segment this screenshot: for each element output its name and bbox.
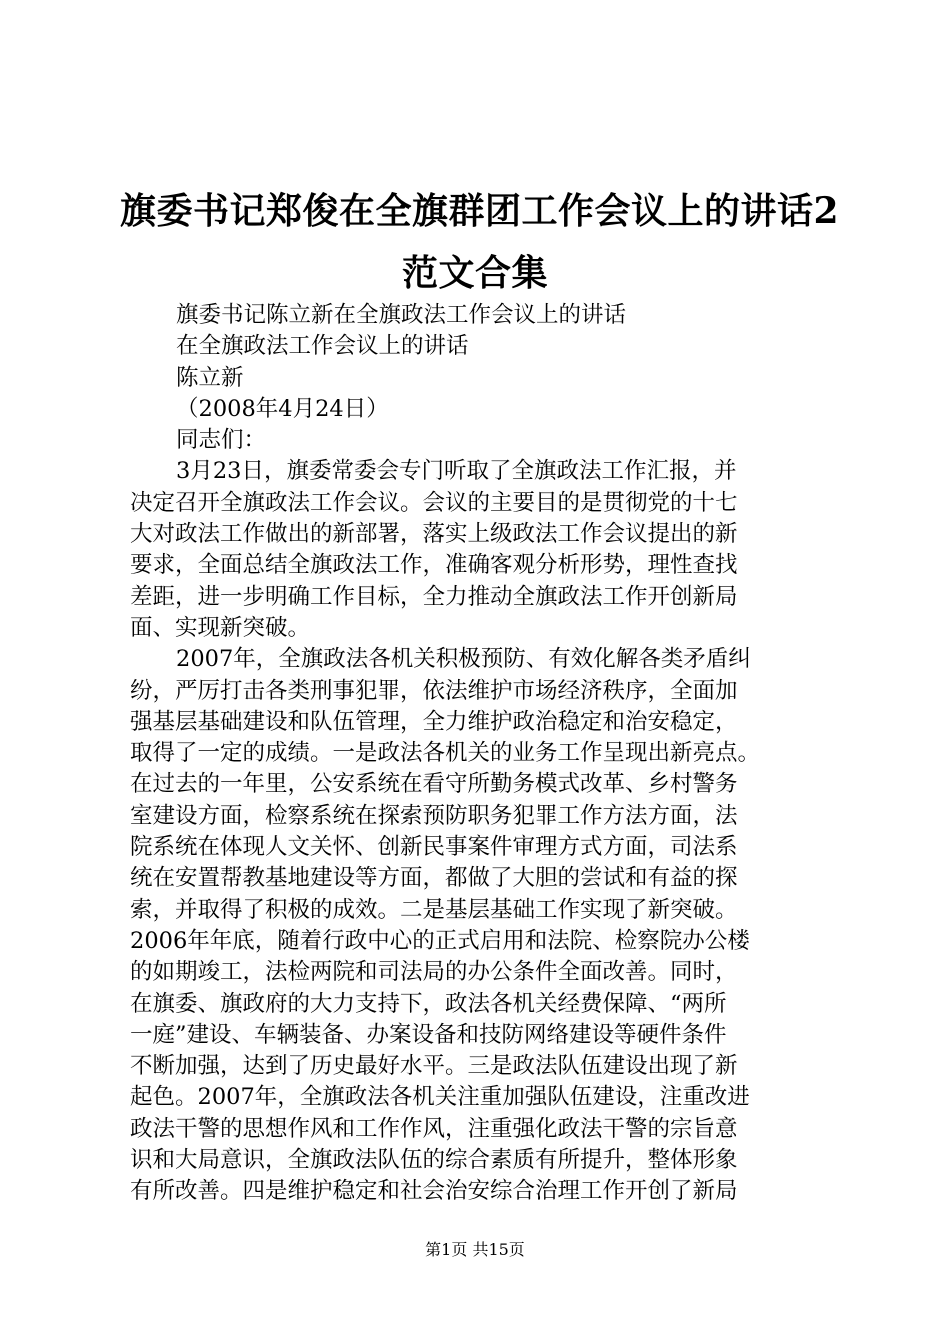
body-line: 旗委书记陈立新在全旗政法工作会议上的讲话 (176, 302, 627, 328)
body-line: 2006年年底，随着行政中心的正式启用和法院、检察院办公楼 (130, 927, 750, 954)
body-line: 识和大局意识，全旗政法队伍的综合素质有所提升，整体形象 (130, 1147, 738, 1174)
body-line: 纷，严厉打击各类刑事犯罪，依法维护市场经济秩序，全面加 (130, 677, 738, 704)
body-line: 同志们： (176, 427, 267, 454)
document-title (120, 180, 840, 304)
body-line: 2007年，全旗政法各机关积极预防、有效化解各类矛盾纠 (176, 646, 751, 673)
body-line: 在全旗政法工作会议上的讲话 (176, 333, 469, 360)
body-line: 室建设方面，检察系统在探索预防职务犯罪工作方法方面，法 (130, 802, 738, 829)
body-line: 差距，进一步明确工作目标，全力推动全旗政法工作开创新局 (130, 583, 738, 610)
body-line: 不断加强，达到了历史最好水平。三是政法队伍建设出现了新 (130, 1053, 738, 1080)
body-line: 政法干警的思想作风和工作作风，注重强化政法干警的宗旨意 (130, 1115, 738, 1142)
body-line: 有所改善。四是维护稳定和社会治安综合治理工作开创了新局 (130, 1178, 738, 1205)
body-line: 决定召开全旗政法工作会议。会议的主要目的是贯彻党的十七 (130, 489, 738, 516)
body-line: 取得了一定的成绩。一是政法各机关的业务工作呈现出新亮点。 (130, 740, 761, 767)
body-line: 院系统在体现人文关怀、创新民事案件审理方式方面，司法系 (130, 834, 738, 861)
body-line: （2008年4月24日） (176, 395, 389, 422)
body-line: 面、实现新突破。 (130, 614, 311, 641)
title-line: 旗委书记郑俊在全旗群团工作会议上的讲话2 (120, 190, 840, 232)
body-line: 的如期竣工，法检两院和司法局的办公条件全面改善。同时， (130, 959, 738, 986)
body-line: 在旗委、旗政府的大力支持下，政法各机关经费保障、“两所 (130, 990, 727, 1017)
body-line: 起色。2007年，全旗政法各机关注重加强队伍建设，注重改进 (130, 1084, 750, 1111)
title-line: 范文合集 (401, 252, 548, 294)
body-line: 统在安置帮教基地建设等方面，都做了大胆的尝试和有益的探 (130, 865, 738, 892)
body-line: 强基层基础建设和队伍管理，全力维护政治稳定和治安稳定， (130, 708, 738, 735)
body-line: 陈立新 (176, 364, 244, 391)
body-line: 一庭”建设、车辆装备、办案设备和技防网络建设等硬件条件 (130, 1021, 727, 1048)
body-line: 索，并取得了积极的成效。二是基层基础工作实现了新突破。 (130, 896, 738, 923)
body-line: 3月23日，旗委常委会专门听取了全旗政法工作汇报，并 (176, 458, 737, 485)
page-number-footer: 第1页 共15页 (425, 1240, 525, 1259)
document-body (130, 300, 830, 1208)
body-line: 大对政法工作做出的新部署，落实上级政法工作会议提出的新 (130, 521, 738, 548)
body-line: 要求，全面总结全旗政法工作，准确客观分析形势，理性查找 (130, 552, 738, 579)
body-line: 在过去的一年里，公安系统在看守所勤务模式改革、乡村警务 (130, 771, 738, 798)
